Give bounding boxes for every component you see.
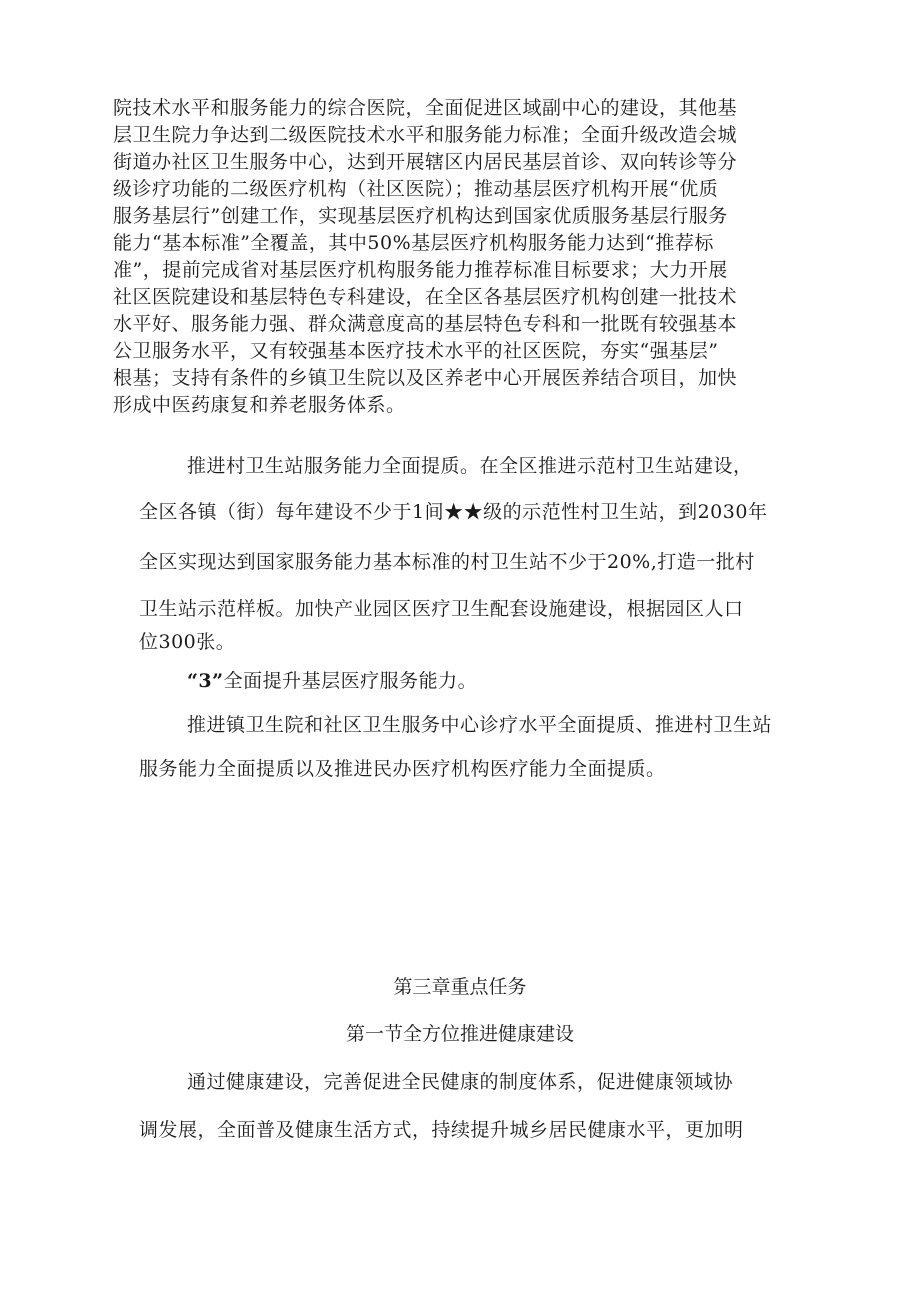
text-line: 调发展，全面普及健康生活方式，持续提升城乡居民健康水平，更加明 bbox=[139, 1119, 744, 1141]
text-line: 院技术水平和服务能力的综合医院，全面促进区域副中心的建设，其他基 bbox=[113, 97, 738, 119]
text-line: 能力“基本标准”全覆盖，其中50%基层医疗机构服务能力达到“推荐标 bbox=[113, 232, 714, 254]
text-line: 卫生站示范样板。加快产业园区医疗卫生配套设施建设，根据园区人口 bbox=[139, 598, 744, 620]
text-line: 全区实现达到国家服务能力基本标准的村卫生站不少于20%,打造一批村 bbox=[139, 551, 755, 573]
section-title: 第一节全方位推进健康建设 bbox=[345, 1023, 574, 1045]
text-line: 公卫服务水平，又有较强基本医疗技术水平的社区医院，夯实“强基层” bbox=[113, 340, 719, 362]
subheading bbox=[187, 666, 477, 693]
text-line: 服务能力全面提质以及推进民办医疗机构医疗能力全面提质。 bbox=[139, 758, 666, 780]
text-line: 级诊疗功能的二级医疗机构（社区医院）；推动基层医疗机构开展“优质 bbox=[113, 178, 719, 200]
text-line: 全区各镇（街）每年建设不少于1间★★级的示范性村卫生站，到2030年 bbox=[139, 501, 768, 523]
text-line: 街道办社区卫生服务中心，达到开展辖区内居民基层首诊、双向转诊等分 bbox=[113, 151, 738, 173]
text-line: 推进村卫生站服务能力全面提质。在全区推进示范村卫生站建设， bbox=[187, 455, 753, 477]
chapter-title: 第三章重点任务 bbox=[393, 976, 527, 998]
text-line: 形成中医药康复和养老服务体系。 bbox=[113, 394, 406, 416]
text-line: 水平好、服务能力强、群众满意度高的基层特色专科和一批既有较强基本 bbox=[113, 313, 738, 335]
subheading-number: “3” bbox=[187, 670, 224, 692]
text-line: 准”，提前完成省对基层医疗机构服务能力推荐标准目标要求；大力开展 bbox=[113, 259, 728, 281]
text-line: 推进镇卫生院和社区卫生服务中心诊疗水平全面提质、推进村卫生站 bbox=[187, 714, 773, 736]
text-line: 层卫生院力争达到二级医院技术水平和服务能力标准；全面升级改造会城 bbox=[113, 124, 738, 146]
text-line: 位300张。 bbox=[139, 631, 236, 653]
subheading-text: 全面提升基层医疗服务能力。 bbox=[223, 670, 478, 692]
text-line: 社区医院建设和基层特色专科建设，在全区各基层医疗机构创建一批技术 bbox=[113, 286, 738, 308]
text-line: 通过健康建设，完善促进全民健康的制度体系，促进健康领域协 bbox=[187, 1071, 734, 1093]
text-line: 根基；支持有条件的乡镇卫生院以及区养老中心开展医养结合项目，加快 bbox=[113, 367, 738, 389]
text-line: 服务基层行”创建工作，实现基层医疗机构达到国家优质服务基层行服务 bbox=[113, 205, 728, 227]
